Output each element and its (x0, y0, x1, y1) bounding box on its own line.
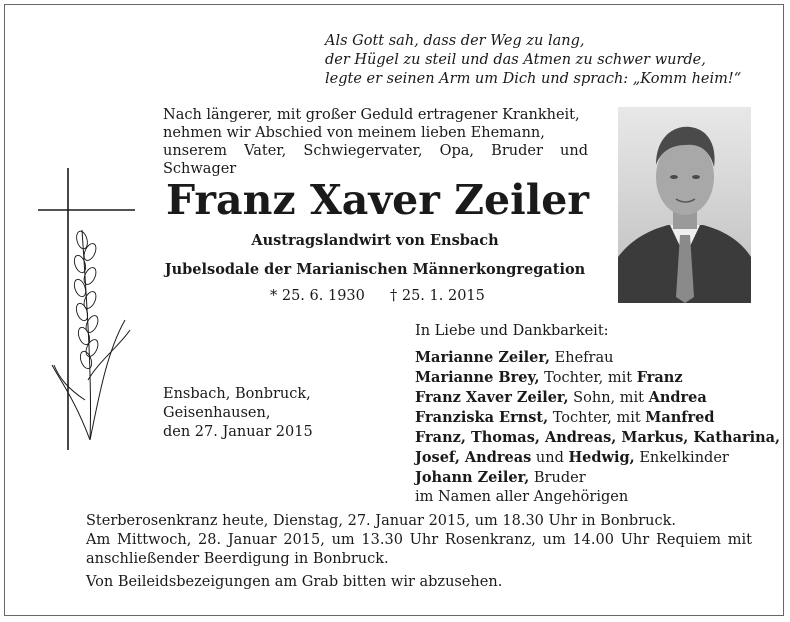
footer-line: anschließender Beerdigung in Bonbruck. (86, 551, 389, 567)
footer-line: Am Mittwoch, 28. Januar 2015, um 13.30 Uhr Rosenkranz, um 14.00 Uhr Requiem mit (86, 532, 752, 548)
deceased-name: Franz Xaver Zeiler (166, 176, 589, 224)
condolence-note: Von Beileidsbezeigungen am Grab bitten wir abzusehen. (86, 574, 503, 590)
death-date: † 25. 1. 2015 (390, 288, 485, 304)
cross-wheat-icon (30, 150, 140, 450)
thanks-line: In Liebe und Dankbarkeit: (415, 323, 609, 339)
service-info (86, 512, 752, 569)
place-date (163, 385, 313, 442)
intro-line: Nach längerer, mit großer Geduld ertragener Krankheit, (163, 107, 580, 123)
footer-line: Sterberosenkranz heute, Dienstag, 27. Januar 2015, um 18.30 Uhr in Bonbruck. (86, 513, 676, 529)
list-item: Johann Zeiler, Bruder (415, 469, 586, 486)
intro-line: unserem Vater, Schwiegervater, Opa, Bruder und Schwager (163, 143, 588, 177)
intro-text (163, 106, 588, 178)
poem (325, 32, 765, 89)
list-item: im Namen aller Angehörigen (415, 489, 629, 505)
deceased-role: Austragslandwirt von Ensbach (251, 232, 499, 249)
list-item: Josef, Andreas und Hedwig, Enkelkinder (415, 449, 729, 466)
poem-line: der Hügel zu steil und das Atmen zu schwer wurde, (325, 52, 706, 68)
place-line: Ensbach, Bonbruck, (163, 386, 311, 402)
list-item: Franz Xaver Zeiler, Sohn, mit Andrea (415, 389, 707, 406)
list-item: Franziska Ernst, Tochter, mit Manfred (415, 409, 715, 426)
portrait-photo (618, 107, 751, 303)
list-item: Franz, Thomas, Andreas, Markus, Katharina, (415, 429, 781, 446)
birth-date: * 25. 6. 1930 (270, 288, 365, 304)
place-line: den 27. Januar 2015 (163, 424, 313, 440)
list-item: Marianne Brey, Tochter, mit Franz (415, 369, 683, 386)
poem-line: Als Gott sah, dass der Weg zu lang, (325, 33, 585, 49)
intro-line: nehmen wir Abschied von meinem lieben Ehemann, (163, 125, 545, 141)
family-list (415, 348, 781, 507)
poem-line: legte er seinen Arm um Dich und sprach: „Komm heim!“ (325, 71, 742, 87)
list-item: Marianne Zeiler, Ehefrau (415, 349, 614, 366)
deceased-role: Jubelsodale der Marianischen Männerkongregation (164, 261, 586, 278)
place-line: Geisenhausen, (163, 405, 271, 421)
